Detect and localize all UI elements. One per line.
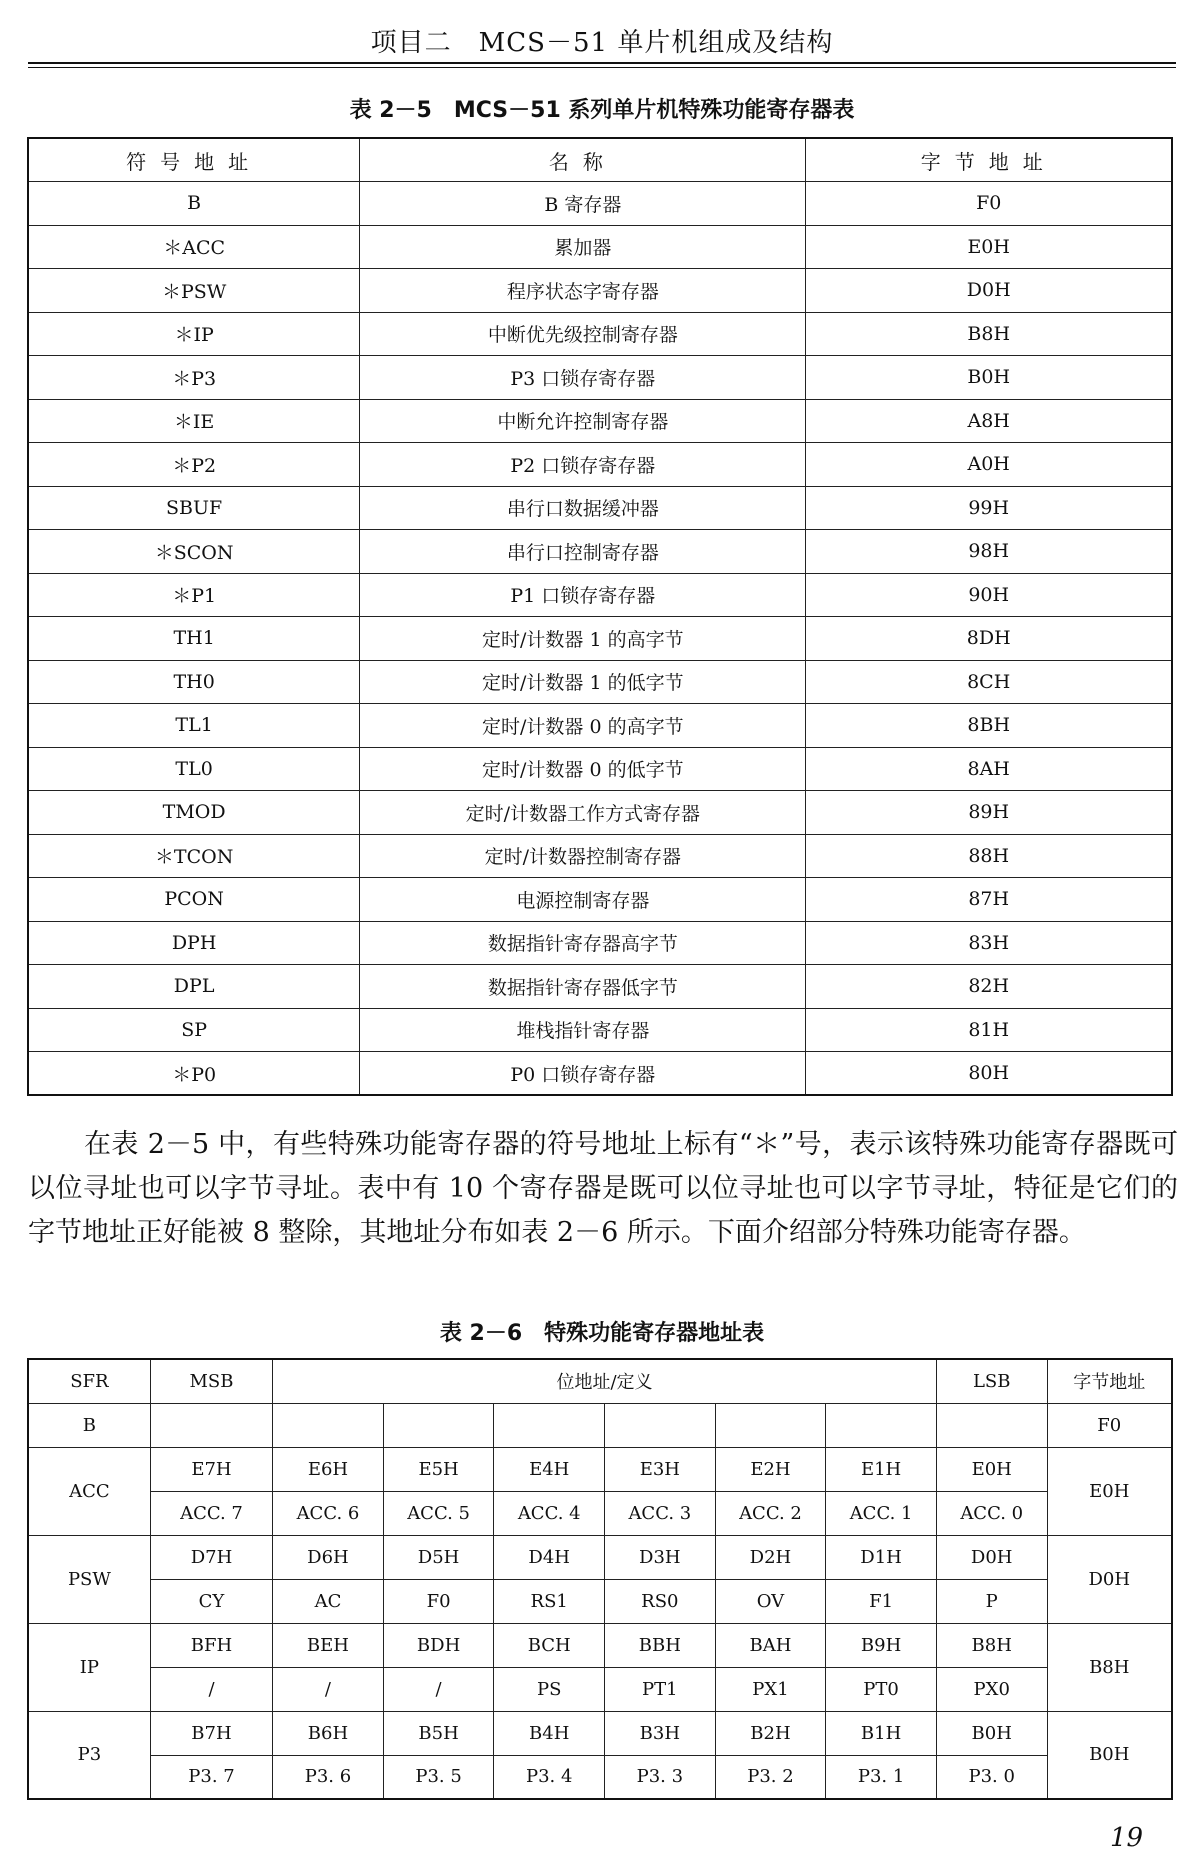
symbol-address: SP <box>28 1008 360 1052</box>
byte-address: 80H <box>806 1052 1172 1096</box>
table-row <box>28 182 1172 226</box>
bit-address: D7H <box>150 1535 272 1579</box>
register-name: 程序状态字寄存器 <box>360 269 806 313</box>
byte-address: 99H <box>806 486 1172 530</box>
bit-definition: ACC. 3 <box>605 1491 716 1535</box>
bit-address: B8H <box>936 1623 1047 1667</box>
bit-address: E3H <box>605 1447 716 1491</box>
bit-definition: ACC. 0 <box>936 1491 1047 1535</box>
bit-address: B9H <box>826 1623 937 1667</box>
sfr-address-table <box>27 1358 1173 1800</box>
table-row <box>28 1535 1172 1579</box>
bit-definition: F0 <box>383 1579 494 1623</box>
bit-definition: RS0 <box>605 1579 716 1623</box>
table-row <box>28 399 1172 443</box>
header-sfr: SFR <box>28 1359 150 1403</box>
bit-definition: / <box>273 1667 384 1711</box>
symbol-address: ＊TCON <box>28 834 360 878</box>
bit-address: B6H <box>273 1711 384 1755</box>
table-row <box>28 1755 1172 1799</box>
register-name: 定时/计数器 0 的高字节 <box>360 704 806 748</box>
register-name: 中断优先级控制寄存器 <box>360 312 806 356</box>
body-paragraph: 在表 2－5 中，有些特殊功能寄存器的符号地址上标有“＊”号，表示该特殊功能寄存器既可以位寻址也可以字节寻址。表中有 10 个寄存器是既可以位寻址也可以字节寻址，特征是它们的字节地址正好能被 8 整除，其地址分布如表 2－6 所示。下面介绍部分特殊功能寄存器。 <box>28 1129 1178 1248</box>
register-name: 定时/计数器控制寄存器 <box>360 834 806 878</box>
byte-address: 81H <box>806 1008 1172 1052</box>
bit-definition: P3. 7 <box>150 1755 272 1799</box>
bit-address: E7H <box>150 1447 272 1491</box>
byte-address: 87H <box>806 878 1172 922</box>
symbol-address: ＊PSW <box>28 269 360 313</box>
bit-address: B7H <box>150 1711 272 1755</box>
bit-definition: PT0 <box>826 1667 937 1711</box>
symbol-address: ＊IP <box>28 312 360 356</box>
bit-address: E1H <box>826 1447 937 1491</box>
bit-definition: RS1 <box>494 1579 605 1623</box>
byte-address: 98H <box>806 530 1172 574</box>
table-row <box>28 660 1172 704</box>
bit-address: B5H <box>383 1711 494 1755</box>
symbol-address: TL0 <box>28 747 360 791</box>
register-name: 中断允许控制寄存器 <box>360 399 806 443</box>
sfr-name: ACC <box>28 1447 150 1535</box>
table-row <box>28 704 1172 748</box>
byte-address: A0H <box>806 443 1172 487</box>
table-row <box>28 443 1172 487</box>
register-name: P2 口锁存寄存器 <box>360 443 806 487</box>
table-row <box>28 1052 1172 1096</box>
register-name: P3 口锁存寄存器 <box>360 356 806 400</box>
page-number: 19 <box>1110 1823 1144 1853</box>
register-name: P0 口锁存寄存器 <box>360 1052 806 1096</box>
bit-definition: ACC. 6 <box>273 1491 384 1535</box>
table-2-5-caption: 表 2－5 MCS－51 系列单片机特殊功能寄存器表 <box>349 98 855 123</box>
symbol-address: ＊SCON <box>28 530 360 574</box>
header-rule <box>28 62 1176 64</box>
bit-definition: PX0 <box>936 1667 1047 1711</box>
header-byte-address: 字节地址 <box>806 138 1172 182</box>
symbol-address: ＊P3 <box>28 356 360 400</box>
bit-definition: / <box>383 1667 494 1711</box>
table-row <box>28 530 1172 574</box>
bit-definition: P3. 1 <box>826 1755 937 1799</box>
table-row <box>28 791 1172 835</box>
table-row <box>28 878 1172 922</box>
symbol-address: TL1 <box>28 704 360 748</box>
register-name: 定时/计数器 1 的低字节 <box>360 660 806 704</box>
register-name: P1 口锁存寄存器 <box>360 573 806 617</box>
sfr-address-table-header <box>28 1359 1172 1403</box>
register-name: 定时/计数器 1 的高字节 <box>360 617 806 661</box>
table-row <box>28 1667 1172 1711</box>
bit-address: E5H <box>383 1447 494 1491</box>
byte-address: E0H <box>806 225 1172 269</box>
header-name: 名称 <box>360 138 806 182</box>
register-name: 串行口数据缓冲器 <box>360 486 806 530</box>
byte-address: D0H <box>806 269 1172 313</box>
table-row <box>28 834 1172 878</box>
table-row <box>28 617 1172 661</box>
bit-definition: PS <box>494 1667 605 1711</box>
byte-address: A8H <box>806 399 1172 443</box>
bit-address: D0H <box>936 1535 1047 1579</box>
table-row <box>28 965 1172 1009</box>
bit-address: E2H <box>715 1447 826 1491</box>
byte-address: 89H <box>806 791 1172 835</box>
bit-cell <box>936 1403 1047 1447</box>
bit-definition: AC <box>273 1579 384 1623</box>
symbol-address: ＊P2 <box>28 443 360 487</box>
sfr-name: PSW <box>28 1535 150 1623</box>
symbol-address: ＊P0 <box>28 1052 360 1096</box>
bit-cell <box>150 1403 272 1447</box>
bit-address: B2H <box>715 1711 826 1755</box>
symbol-address: B <box>28 182 360 226</box>
header-symbol-address: 符号地址 <box>28 138 360 182</box>
symbol-address: DPL <box>28 965 360 1009</box>
header-rule-thin <box>28 67 1176 68</box>
header-lsb: LSB <box>936 1359 1047 1403</box>
symbol-address: DPH <box>28 921 360 965</box>
symbol-address: ＊P1 <box>28 573 360 617</box>
bit-definition: PT1 <box>605 1667 716 1711</box>
byte-address: D0H <box>1047 1535 1172 1623</box>
table-row <box>28 225 1172 269</box>
table-row <box>28 269 1172 313</box>
table-row <box>28 312 1172 356</box>
byte-address: B8H <box>806 312 1172 356</box>
bit-definition: / <box>150 1667 272 1711</box>
running-head: 项目二 MCS－51 单片机组成及结构 <box>370 28 834 58</box>
bit-cell <box>605 1403 716 1447</box>
symbol-address: TH0 <box>28 660 360 704</box>
byte-address: 90H <box>806 573 1172 617</box>
bit-definition: ACC. 2 <box>715 1491 826 1535</box>
bit-definition: ACC. 5 <box>383 1491 494 1535</box>
bit-cell <box>383 1403 494 1447</box>
bit-address: E4H <box>494 1447 605 1491</box>
table-row <box>28 486 1172 530</box>
bit-definition: CY <box>150 1579 272 1623</box>
sfr-name: B <box>28 1403 150 1447</box>
bit-cell <box>826 1403 937 1447</box>
bit-address: D5H <box>383 1535 494 1579</box>
register-name: B 寄存器 <box>360 182 806 226</box>
byte-address: 83H <box>806 921 1172 965</box>
byte-address: 8AH <box>806 747 1172 791</box>
header-bit-definition: 位地址/定义 <box>273 1359 937 1403</box>
byte-address: 8CH <box>806 660 1172 704</box>
header-byte-address: 字节地址 <box>1047 1359 1172 1403</box>
byte-address: 8DH <box>806 617 1172 661</box>
register-name: 电源控制寄存器 <box>360 878 806 922</box>
bit-definition: ACC. 4 <box>494 1491 605 1535</box>
symbol-address: TMOD <box>28 791 360 835</box>
bit-address: B4H <box>494 1711 605 1755</box>
table-row <box>28 1447 1172 1491</box>
table-row <box>28 1008 1172 1052</box>
bit-definition: P3. 0 <box>936 1755 1047 1799</box>
table-row <box>28 1711 1172 1755</box>
bit-address: BCH <box>494 1623 605 1667</box>
symbol-address: SBUF <box>28 486 360 530</box>
bit-address: D4H <box>494 1535 605 1579</box>
table-row <box>28 921 1172 965</box>
byte-address: F0 <box>806 182 1172 226</box>
bit-address: BEH <box>273 1623 384 1667</box>
bit-cell <box>494 1403 605 1447</box>
table-row <box>28 747 1172 791</box>
byte-address: B8H <box>1047 1623 1172 1711</box>
register-name: 串行口控制寄存器 <box>360 530 806 574</box>
sfr-table-header <box>28 138 1172 182</box>
bit-definition: P3. 2 <box>715 1755 826 1799</box>
bit-address: E6H <box>273 1447 384 1491</box>
bit-address: B3H <box>605 1711 716 1755</box>
byte-address: 88H <box>806 834 1172 878</box>
bit-definition: F1 <box>826 1579 937 1623</box>
bit-address: D2H <box>715 1535 826 1579</box>
bit-definition: ACC. 7 <box>150 1491 272 1535</box>
bit-definition: P3. 6 <box>273 1755 384 1799</box>
bit-definition: P3. 4 <box>494 1755 605 1799</box>
sfr-name: IP <box>28 1623 150 1711</box>
table-row <box>28 356 1172 400</box>
bit-cell <box>273 1403 384 1447</box>
symbol-address: TH1 <box>28 617 360 661</box>
sfr-table <box>27 137 1173 1096</box>
bit-address: D1H <box>826 1535 937 1579</box>
register-name: 数据指针寄存器低字节 <box>360 965 806 1009</box>
table-row <box>28 1623 1172 1667</box>
byte-address: B0H <box>1047 1711 1172 1799</box>
bit-address: E0H <box>936 1447 1047 1491</box>
bit-definition: P <box>936 1579 1047 1623</box>
register-name: 堆栈指针寄存器 <box>360 1008 806 1052</box>
table-row <box>28 1491 1172 1535</box>
bit-address: BDH <box>383 1623 494 1667</box>
bit-address: D3H <box>605 1535 716 1579</box>
bit-address: D6H <box>273 1535 384 1579</box>
register-name: 定时/计数器 0 的低字节 <box>360 747 806 791</box>
bit-definition: ACC. 1 <box>826 1491 937 1535</box>
bit-address: BBH <box>605 1623 716 1667</box>
bit-address: BFH <box>150 1623 272 1667</box>
table-row <box>28 1403 1172 1447</box>
bit-address: BAH <box>715 1623 826 1667</box>
table-row <box>28 1579 1172 1623</box>
bit-address: B0H <box>936 1711 1047 1755</box>
byte-address: 8BH <box>806 704 1172 748</box>
table-2-6-caption: 表 2－6 特殊功能寄存器地址表 <box>439 1321 765 1346</box>
symbol-address: ＊IE <box>28 399 360 443</box>
register-name: 累加器 <box>360 225 806 269</box>
bit-address: B1H <box>826 1711 937 1755</box>
byte-address: F0 <box>1047 1403 1172 1447</box>
bit-cell <box>715 1403 826 1447</box>
byte-address: E0H <box>1047 1447 1172 1535</box>
byte-address: 82H <box>806 965 1172 1009</box>
symbol-address: ＊ACC <box>28 225 360 269</box>
register-name: 数据指针寄存器高字节 <box>360 921 806 965</box>
byte-address: B0H <box>806 356 1172 400</box>
symbol-address: PCON <box>28 878 360 922</box>
bit-definition: PX1 <box>715 1667 826 1711</box>
bit-definition: P3. 5 <box>383 1755 494 1799</box>
bit-definition: P3. 3 <box>605 1755 716 1799</box>
register-name: 定时/计数器工作方式寄存器 <box>360 791 806 835</box>
header-msb: MSB <box>150 1359 272 1403</box>
sfr-name: P3 <box>28 1711 150 1799</box>
bit-definition: OV <box>715 1579 826 1623</box>
table-row <box>28 573 1172 617</box>
